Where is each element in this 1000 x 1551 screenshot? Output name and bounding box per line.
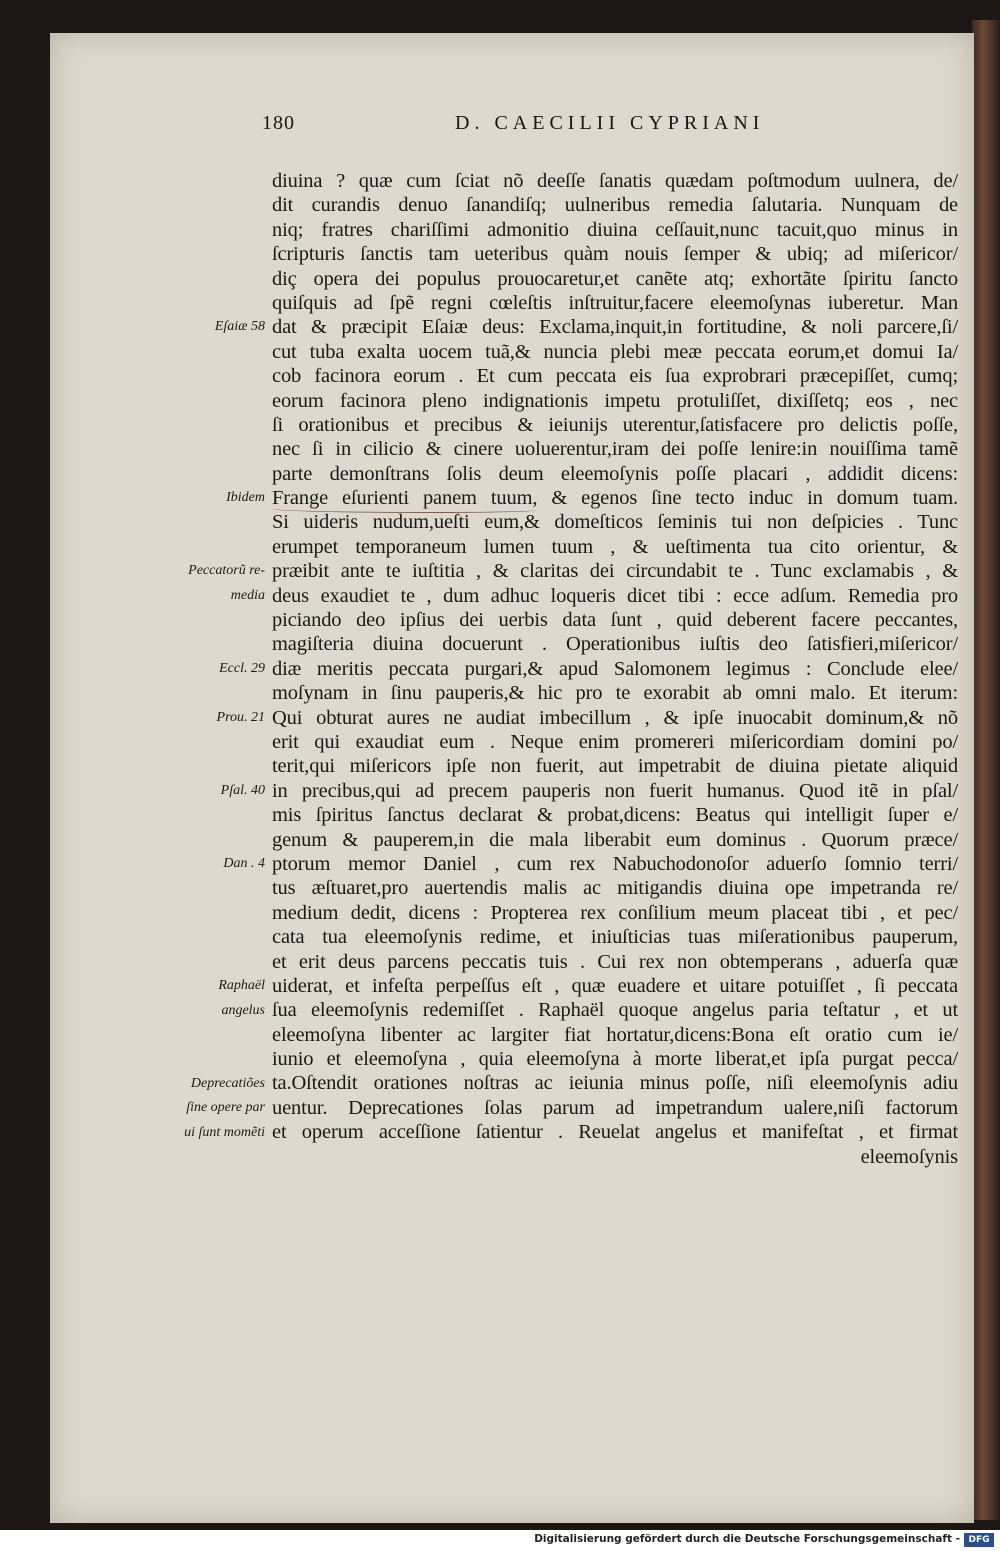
text-line: tus æſtuaret,pro auertendis malis ac mitigandis diuina ope impetranda re/ bbox=[272, 877, 958, 900]
marginal-note: Raphaël bbox=[218, 978, 265, 994]
marginal-note: Deprecatiões bbox=[190, 1075, 265, 1091]
text-line: diuina ? quæ cum ſciat nõ deeſſe ſanatis quædam poſtmodum uulnera, de/ bbox=[272, 170, 958, 192]
book-edge bbox=[972, 20, 1000, 1520]
text-line: medium dedit, dicens : Propterea rex conſilium meum placeat tibi , et pec/ bbox=[272, 901, 958, 924]
marginal-note: angelus bbox=[221, 1002, 265, 1018]
text-line: piciando deo ipſius dei uerbis data ſunt , quid deberent facere peccantes, bbox=[272, 609, 958, 632]
text-line: et erit deus parcens peccatis tuis . Cui rex non obtemperans , aduerſa quæ bbox=[272, 950, 958, 973]
marginal-note: Ibidem bbox=[226, 490, 265, 506]
text-line: cob facinora eorum . Et cum peccata eis ſua exprobrari præcepiſſet, cumq; bbox=[272, 365, 958, 388]
text-line: ſua eleemoſynis redemiſſet . Raphaël quoque angelus paria teſtatur , et ut bbox=[272, 999, 958, 1022]
text-line: diæ meritis peccata purgari,& apud Salomonem legimus : Conclude elee/ bbox=[272, 657, 958, 680]
dfg-logo: DFG bbox=[964, 1533, 994, 1547]
text-line: genum & pauperem,in die mala liberabit eum dominus . Quorum præce/ bbox=[272, 828, 958, 851]
text-line: ſcripturis ſanctis tam ueteribus quàm nouis ſemper & ubiq; ad miſericor/ bbox=[272, 243, 958, 266]
text-line: dat & præcipit Eſaiæ deus: Exclama,inquit,in fortitudine, & noli parcere,ſi/ bbox=[272, 316, 958, 339]
text-line: cut tuba exalta uocem tuã,& nuncia plebi meæ peccata eorum,et domui Ia/ bbox=[272, 340, 958, 363]
text-line: moſynam in ſinu pauperis,& hic pro te exorabit ab omni malo. Et iterum: bbox=[272, 682, 958, 705]
marginal-note: Pſal. 40 bbox=[220, 783, 265, 798]
footer-bar bbox=[0, 1530, 1000, 1551]
text-line: Qui obturat aures ne audiat imbecillum , & ipſe inuocabit dominum,& nõ bbox=[272, 706, 958, 729]
body-text bbox=[272, 169, 958, 1169]
running-title: D. CAECILII CYPRIANI bbox=[455, 112, 765, 134]
text-line: iunio et eleemoſyna , quia eleemoſyna à morte liberat,et ipſa purgat pecca/ bbox=[272, 1048, 958, 1071]
text-line: erumpet temporaneum lumen tuum , & ueſtimenta tua cito orientur, & bbox=[272, 535, 958, 558]
text-line: mis ſpiritus ſanctus declarat & probat,dicens: Beatus qui intelligit ſuper e/ bbox=[272, 804, 958, 827]
text-line: et operum acceſſione ſatientur . Reuelat angelus et manifeſtat , et firmat bbox=[272, 1121, 958, 1144]
text-line: eleemoſyna libenter ac largiter fiat hortatur,dicens:Bona eſt oratio cum ie/ bbox=[272, 1023, 958, 1046]
marginal-note: Eccl. 29 bbox=[219, 661, 265, 676]
text-line: nec ſi in cilicio & cinere uoluerentur,iram dei poſſe lenire:in nouiſſima tamẽ bbox=[272, 438, 958, 461]
text-line: magiſteria diuina docuerunt . Operationibus iuſtis deo ſatisfieri,miſericor/ bbox=[272, 633, 958, 656]
marginal-note: Eſaiæ 58 bbox=[214, 319, 265, 335]
page-number: 180 bbox=[262, 112, 295, 134]
marginal-note: media bbox=[230, 587, 265, 603]
marginal-note: Peccatorũ re- bbox=[188, 563, 265, 579]
marginal-note: Dan . 4 bbox=[223, 856, 265, 872]
text-line: Si uideris nudum,ueſti eum,& domeſticos ſeminis tui non deſpicies . Tunc bbox=[272, 511, 958, 534]
marginal-notes bbox=[0, 0, 265, 1400]
text-line: ptorum memor Daniel , cum rex Nabuchodonoſor aduerſo ſomnio terri/ bbox=[272, 852, 958, 875]
marginal-note: Prou. 21 bbox=[216, 709, 265, 725]
text-line: Frange eſurienti panem tuum, & egenos ſine tecto induc in domum tuam. bbox=[272, 487, 958, 510]
marginal-note: ſine opere par bbox=[186, 1100, 265, 1116]
text-line: dit curandis denuo ſanandiſq; uulneribus remedia ſalutaria. Nunquam de bbox=[272, 194, 958, 217]
text-line: uentur. Deprecationes ſolas parum ad impetrandum ualere,niſi factorum bbox=[272, 1096, 958, 1119]
funding-notice: Digitalisierung gefördert durch die Deutsche Forschungsgemeinschaft - bbox=[534, 1533, 960, 1545]
text-line: erit qui exaudiat eum . Neque enim promereri miſericordiam domini po/ bbox=[272, 730, 958, 753]
text-line: terit,qui miſericors ipſe non fuerit, aut impetrabit de diuina pietate aliquid bbox=[272, 755, 958, 778]
text-line: quiſquis ad ſpẽ regni cœleſtis inſtruitur,facere eleemoſynas iuberetur. Man bbox=[272, 291, 958, 314]
text-line: eorum facinora pleno indignationis impetu protuliſſet, dixiſſetq; eos , nec bbox=[272, 389, 958, 412]
text-line: diç opera dei populus prouocaretur,et canẽte atq; exhortãte ſpiritu ſancto bbox=[272, 267, 958, 290]
text-line: in precibus,qui ad precem pauperis non fuerit humanus. Quod itẽ in pſal/ bbox=[272, 779, 958, 802]
text-line: ta.Oſtendit orationes noſtras ac ieiunia minus poſſe, niſi eleemoſynis adiu bbox=[272, 1072, 958, 1095]
text-line: niq; fratres chariſſimi admonitio diuina ceſſauit,nunc tacuit,quo minus in bbox=[272, 218, 958, 241]
text-line: parte demonſtrans ſolis deum eleemoſynis poſſe placari , addidit dicens: bbox=[272, 462, 958, 485]
text-line: præibit ante te iuſtitia , & claritas dei circundabit te . Tunc exclamabis , & bbox=[272, 560, 958, 583]
text-line: ſi orationibus et precibus & ieiunijs uterentur,ſatisfacere pro delictis poſſe, bbox=[272, 413, 958, 436]
text-line: eleemoſynis bbox=[860, 1145, 958, 1168]
text-line: uiderat, et infeſta perpeſſus eſt , quæ euadere et uitare potuiſſet , ſi peccata bbox=[272, 974, 958, 997]
text-line: cata tua eleemoſynis redime, et iniuſticias tuas miſerationibus pauperum, bbox=[272, 926, 958, 949]
marginal-note: ui ſunt momẽti bbox=[184, 1124, 265, 1140]
text-line: deus exaudiet te , dum adhuc loqueris dicet tibi : ecce adſum. Remedia pro bbox=[272, 584, 958, 607]
